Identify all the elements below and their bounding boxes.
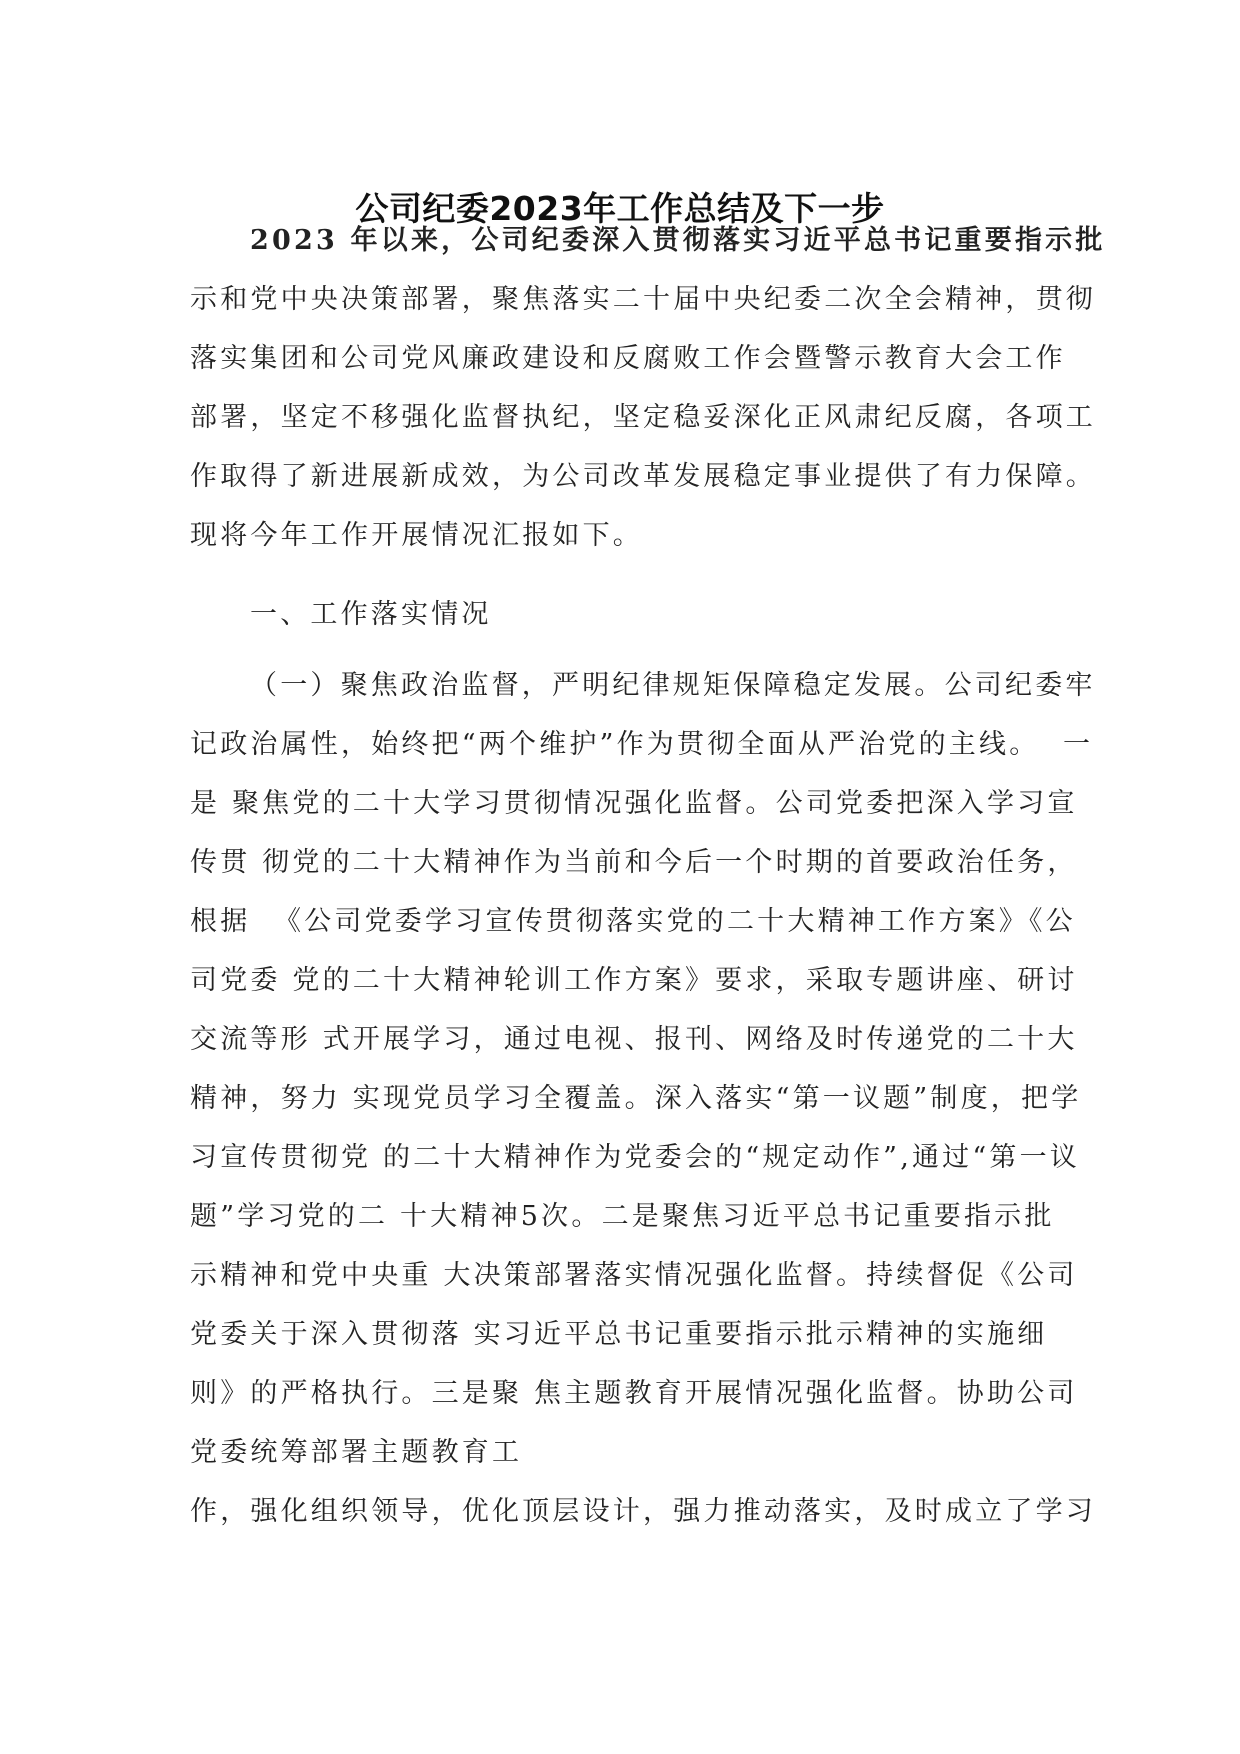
paragraph-line: 部署，坚定不移强化监督执纪，坚定稳妥深化正风肃纪反腐，各项工 — [190, 402, 1096, 433]
paragraph-line: 示和党中央决策部署，聚焦落实二十届中央纪委二次全会精神，贯彻 — [190, 284, 1096, 315]
paragraph-line: 2023 年以来，公司纪委深入贯彻落实习近平总书记重要指示批 — [250, 225, 1106, 256]
paragraph-line: 是 聚焦党的二十大学习贯彻情况强化监督。公司党委把深入学习宣 — [190, 788, 1078, 819]
document-title: 公司纪委2023年工作总结及下一步 — [355, 189, 885, 228]
section-heading: 一、工作落实情况 — [250, 599, 492, 630]
paragraph-line: 示精神和党中央重 大决策部署落实情况强化监督。持续督促《公司 — [190, 1260, 1078, 1291]
paragraph-line: （一）聚焦政治监督，严明纪律规矩保障稳定发展。公司纪委牢 — [250, 670, 1096, 701]
paragraph-line: 司党委 党的二十大精神轮训工作方案》要求，采取专题讲座、研讨 — [190, 965, 1078, 996]
paragraph-line: 现将今年工作开展情况汇报如下。 — [190, 520, 643, 551]
paragraph-line: 党委统筹部署主题教育工 — [190, 1437, 523, 1468]
paragraph-line: 作取得了新进展新成效，为公司改革发展稳定事业提供了有力保障。 — [190, 461, 1096, 492]
paragraph-line: 作，强化组织领导，优化顶层设计，强力推动落实，及时成立了学习 — [190, 1496, 1096, 1527]
paragraph-line: 精神，努力 实现党员学习全覆盖。深入落实“第一议题”制度，把学 — [190, 1083, 1082, 1114]
paragraph-line: 则》的严格执行。三是聚 焦主题教育开展情况强化监督。协助公司 — [190, 1378, 1078, 1409]
paragraph-line: 记政治属性，始终把“两个维护”作为贯彻全面从严治党的主线。 一 — [190, 729, 1094, 760]
paragraph-line: 传贯 彻党的二十大精神作为当前和今后一个时期的首要政治任务， — [190, 847, 1078, 878]
paragraph-line: 题”学习党的二 十大精神5次。二是聚焦习近平总书记重要指示批 — [190, 1201, 1055, 1232]
paragraph-line: 习宣传贯彻党 的二十大精神作为党委会的“规定动作”,通过“第一议 — [190, 1142, 1080, 1173]
paragraph-line: 党委关于深入贯彻落 实习近平总书记重要指示批示精神的实施细 — [190, 1319, 1048, 1350]
paragraph-line: 落实集团和公司党风廉政建设和反腐败工作会暨警示教育大会工作 — [190, 343, 1066, 374]
paragraph-line: 交流等形 式开展学习，通过电视、报刊、网络及时传递党的二十大 — [190, 1024, 1078, 1055]
paragraph-line: 根据 《公司党委学习宣传贯彻落实党的二十大精神工作方案》《公 — [190, 906, 1076, 937]
